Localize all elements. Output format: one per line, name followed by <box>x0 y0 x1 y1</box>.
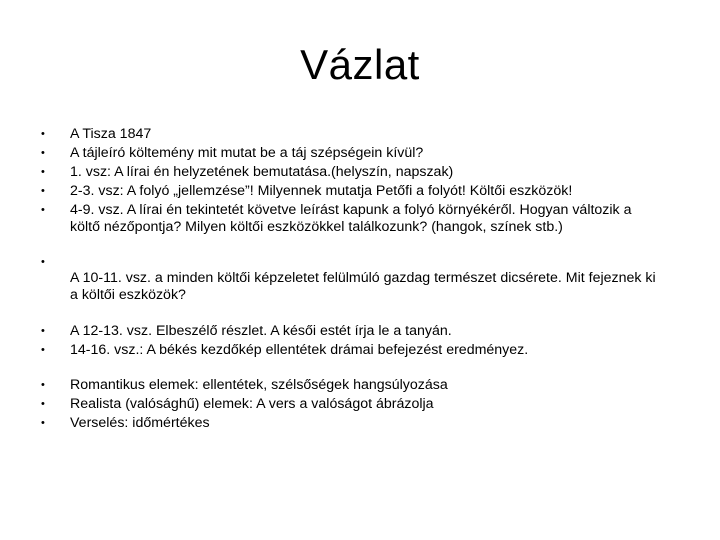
bullet: • <box>41 166 45 178</box>
bullet: • <box>41 204 45 216</box>
bullet: • <box>41 325 45 337</box>
list-item: A 12-13. vsz. Elbeszélő részlet. A késői estét írja le a tanyán. <box>70 323 452 339</box>
list-item: A 10-11. vsz. a minden költői képzeletet felülmúló gazdag természet dicsérete. Mit fejeznek ki a költői eszközök? <box>70 270 656 303</box>
list-item: Verselés: időmértékes <box>70 415 210 431</box>
list-item: A Tisza 1847 <box>70 126 152 142</box>
list-item: 2-3. vsz: A folyó „jellemzése”! Milyennek mutatja Petőfi a folyót! Költői eszközök! <box>70 183 573 199</box>
list-item: Romantikus elemek: ellentétek, szélsőségek hangsúlyozása <box>70 377 448 393</box>
list-item: 4-9. vsz. A lírai én tekintetét követve leírást kapunk a folyó környékéről. Hogyan változik a költő nézőpontja? Milyen költői eszközökkel találkozunk? (hangok, színek stb.) <box>70 202 632 235</box>
list-item: Realista (valósághű) elemek: A vers a valóságot ábrázolja <box>70 396 434 412</box>
bullet: • <box>41 256 45 268</box>
bullet: • <box>41 417 45 429</box>
slide-title: Vázlat <box>300 41 420 88</box>
list-item: 14-16. vsz.: A békés kezdőkép ellentétek drámai befejezést eredményez. <box>70 342 529 358</box>
bullet: • <box>41 147 45 159</box>
list-item: A tájleíró költemény mit mutat be a táj szépségein kívül? <box>70 145 424 161</box>
bullet: • <box>41 128 45 140</box>
bullet: • <box>41 398 45 410</box>
bullet: • <box>41 344 45 356</box>
bullet: • <box>41 379 45 391</box>
bullet: • <box>41 185 45 197</box>
list-item: 1. vsz: A lírai én helyzetének bemutatása.(helyszín, napszak) <box>70 164 454 180</box>
